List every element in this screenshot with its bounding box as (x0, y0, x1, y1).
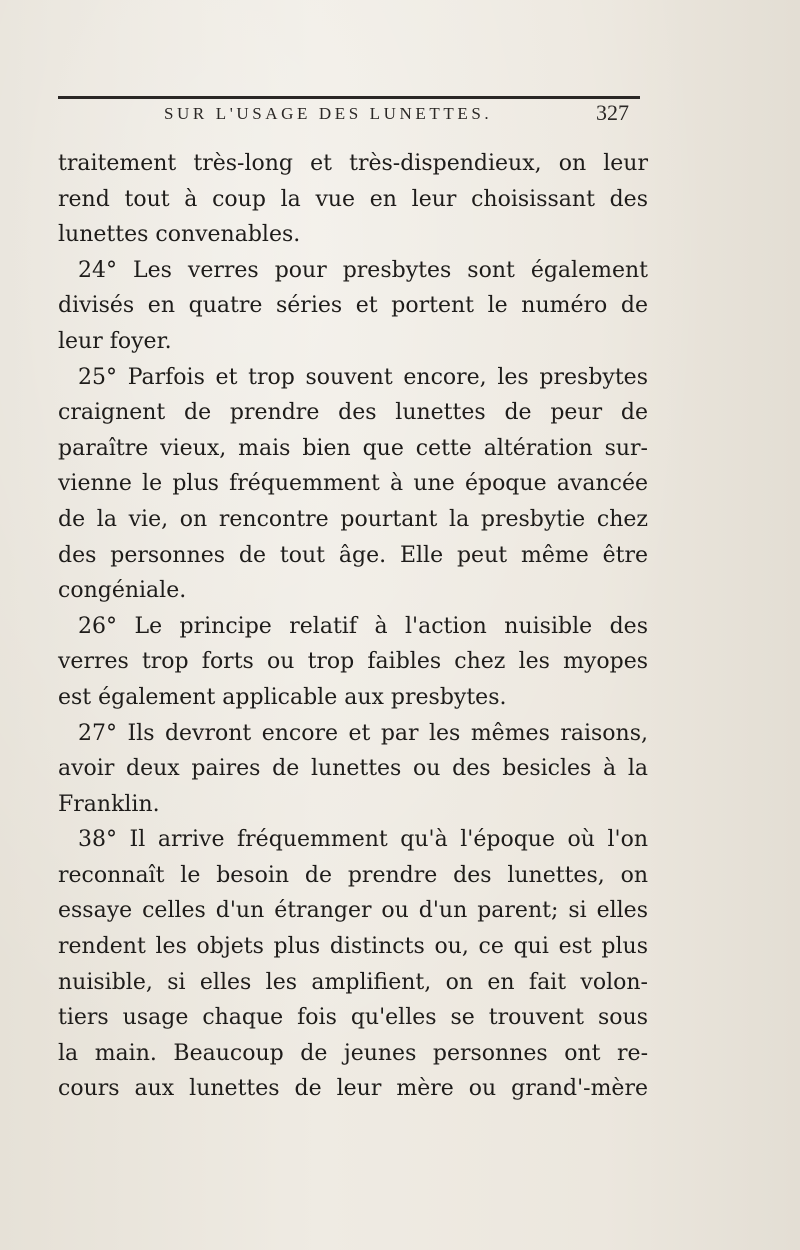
running-head: SUR L'USAGE DES LUNETTES. (164, 104, 493, 123)
text-line: congéniale. (58, 578, 187, 604)
text-line: craignent de prendre des lunettes de peur de (58, 400, 648, 426)
header-rule (58, 96, 640, 99)
text-line: rend tout à coup la vue en leur choisissant des (58, 186, 648, 212)
text-line: essaye celles d'un étranger ou d'un parent; si elles (58, 898, 648, 924)
text-line: vienne le plus fréquemment à une époque avancée (58, 471, 648, 497)
text-line: nuisible, si elles les amplifient, on en fait volon- (58, 969, 648, 995)
paragraph-first-line: 25° Parfois et trop souvent encore, les presbytes (78, 364, 648, 390)
text-line: tiers usage chaque fois qu'elles se trouvent sous (58, 1005, 648, 1031)
text-line: divisés en quatre séries et portent le numéro de (58, 293, 648, 319)
text-line: de la vie, on rencontre pourtant la presbytie chez (58, 506, 648, 532)
text-line: la main. Beaucoup de jeunes personnes ont re- (58, 1040, 648, 1066)
paragraph-first-line: 26° Le principe relatif à l'action nuisible des (78, 613, 648, 639)
paragraph-first-line: 38° Il arrive fréquemment qu'à l'époque où l'on (78, 827, 648, 853)
text-line: des personnes de tout âge. Elle peut même être (58, 542, 648, 568)
text-line: reconnaît le besoin de prendre des lunettes, on (58, 862, 648, 888)
paragraph-first-line: 24° Les verres pour presbytes sont également (78, 257, 648, 283)
text-line: rendent les objets plus distincts ou, ce qui est plus (58, 934, 648, 960)
text-line: verres trop forts ou trop faibles chez les myopes (58, 649, 648, 675)
text-line: est également applicable aux presbytes. (58, 684, 507, 710)
text-line: cours aux lunettes de leur mère ou grand'-mère (58, 1076, 648, 1102)
text-line: avoir deux paires de lunettes ou des besicles à la (58, 756, 648, 782)
text-line: leur foyer. (58, 328, 172, 354)
paragraph-first-line: 27° Ils devront encore et par les mêmes raisons, (78, 720, 648, 746)
body-text (58, 146, 648, 1107)
text-line: lunettes convenables. (58, 222, 301, 248)
page-number: 327 (596, 100, 629, 125)
text-line: Franklin. (58, 791, 160, 817)
text-line: paraître vieux, mais bien que cette altération sur- (58, 435, 648, 461)
text-line: traitement très-long et très-dispendieux, on leur (58, 151, 648, 176)
